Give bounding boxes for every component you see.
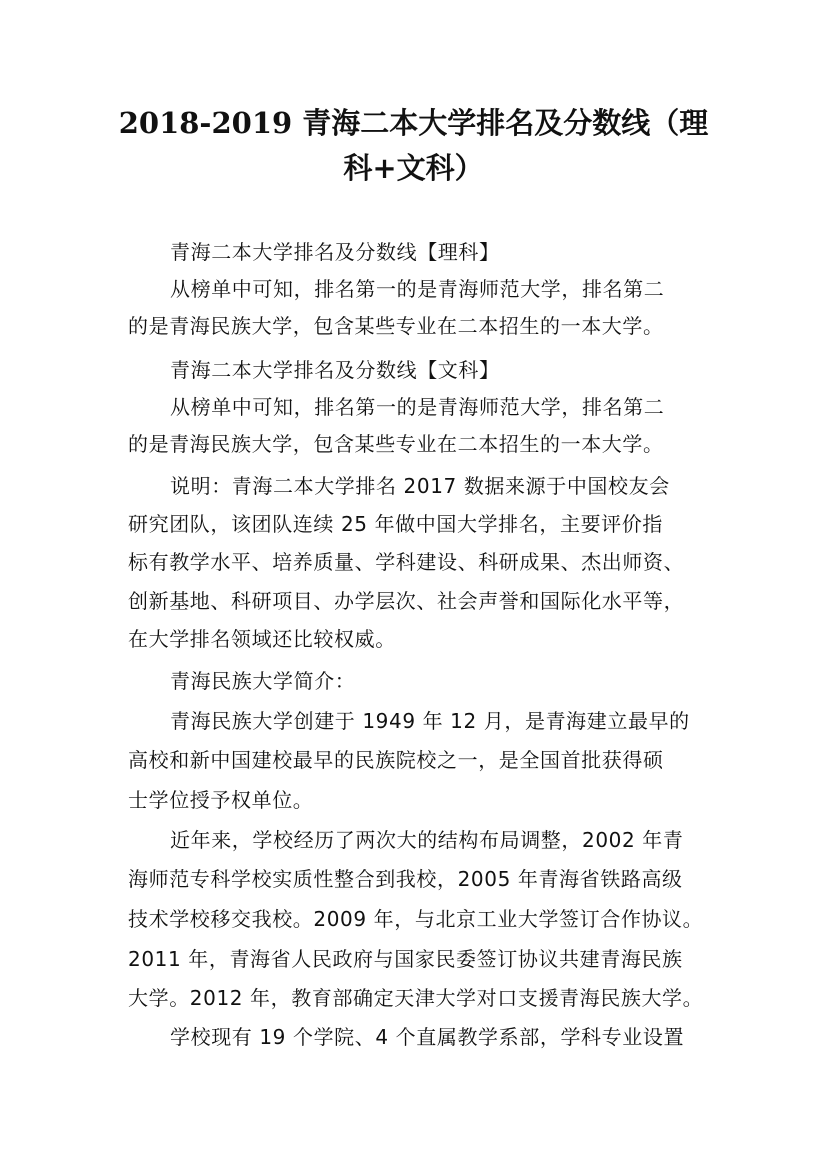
paragraph-line: 在大学排名领域还比较权威。 xyxy=(128,627,396,651)
section-heading-arts: 青海二本大学排名及分数线【文科】 xyxy=(170,358,500,382)
paragraph-line: 从榜单中可知，排名第一的是青海师范大学，排名第二 xyxy=(170,277,665,301)
paragraph-line: 高校和新中国建校最早的民族院校之一，是全国首批获得硕 xyxy=(128,748,664,772)
paragraph-line: 大学。2012 年，教育部确定天津大学对口支援青海民族大学。 xyxy=(128,986,704,1010)
paragraph-line: 青海民族大学创建于 1949 年 12 月，是青海建立最早的 xyxy=(170,709,690,733)
paragraph-line: 研究团队，该团队连续 25 年做中国大学排名，主要评价指 xyxy=(128,512,663,536)
paragraph-line: 创新基地、科研项目、办学层次、社会声誉和国际化水平等， xyxy=(128,589,685,613)
section-heading-science: 青海二本大学排名及分数线【理科】 xyxy=(170,240,500,264)
paragraph-line: 的是青海民族大学，包含某些专业在二本招生的一本大学。 xyxy=(128,432,664,456)
document-title-line-1: 2018-2019 青海二本大学排名及分数线（理 xyxy=(118,106,709,140)
paragraph-line: 从榜单中可知，排名第一的是青海师范大学，排名第二 xyxy=(170,395,665,419)
paragraph-line: 技术学校移交我校。2009 年，与北京工业大学签订合作协议。 xyxy=(128,907,704,931)
paragraph-line: 海师范专科学校实质性整合到我校，2005 年青海省铁路高级 xyxy=(128,867,683,891)
paragraph-line: 说明：青海二本大学排名 2017 数据来源于中国校友会 xyxy=(170,474,670,498)
paragraph-line: 士学位授予权单位。 xyxy=(128,788,314,812)
paragraph-line: 2011 年，青海省人民政府与国家民委签订协议共建青海民族 xyxy=(128,947,683,971)
paragraph-line: 学校现有 19 个学院、4 个直属教学系部，学科专业设置 xyxy=(170,1025,685,1049)
paragraph-line: 标有教学水平、培养质量、学科建设、科研成果、杰出师资、 xyxy=(128,550,685,574)
document-title-line-2: 科+文科） xyxy=(343,151,484,185)
section-heading-intro: 青海民族大学简介： xyxy=(170,669,356,693)
paragraph-line: 近年来，学校经历了两次大的结构布局调整，2002 年青 xyxy=(170,828,684,852)
paragraph-line: 的是青海民族大学，包含某些专业在二本招生的一本大学。 xyxy=(128,314,664,338)
